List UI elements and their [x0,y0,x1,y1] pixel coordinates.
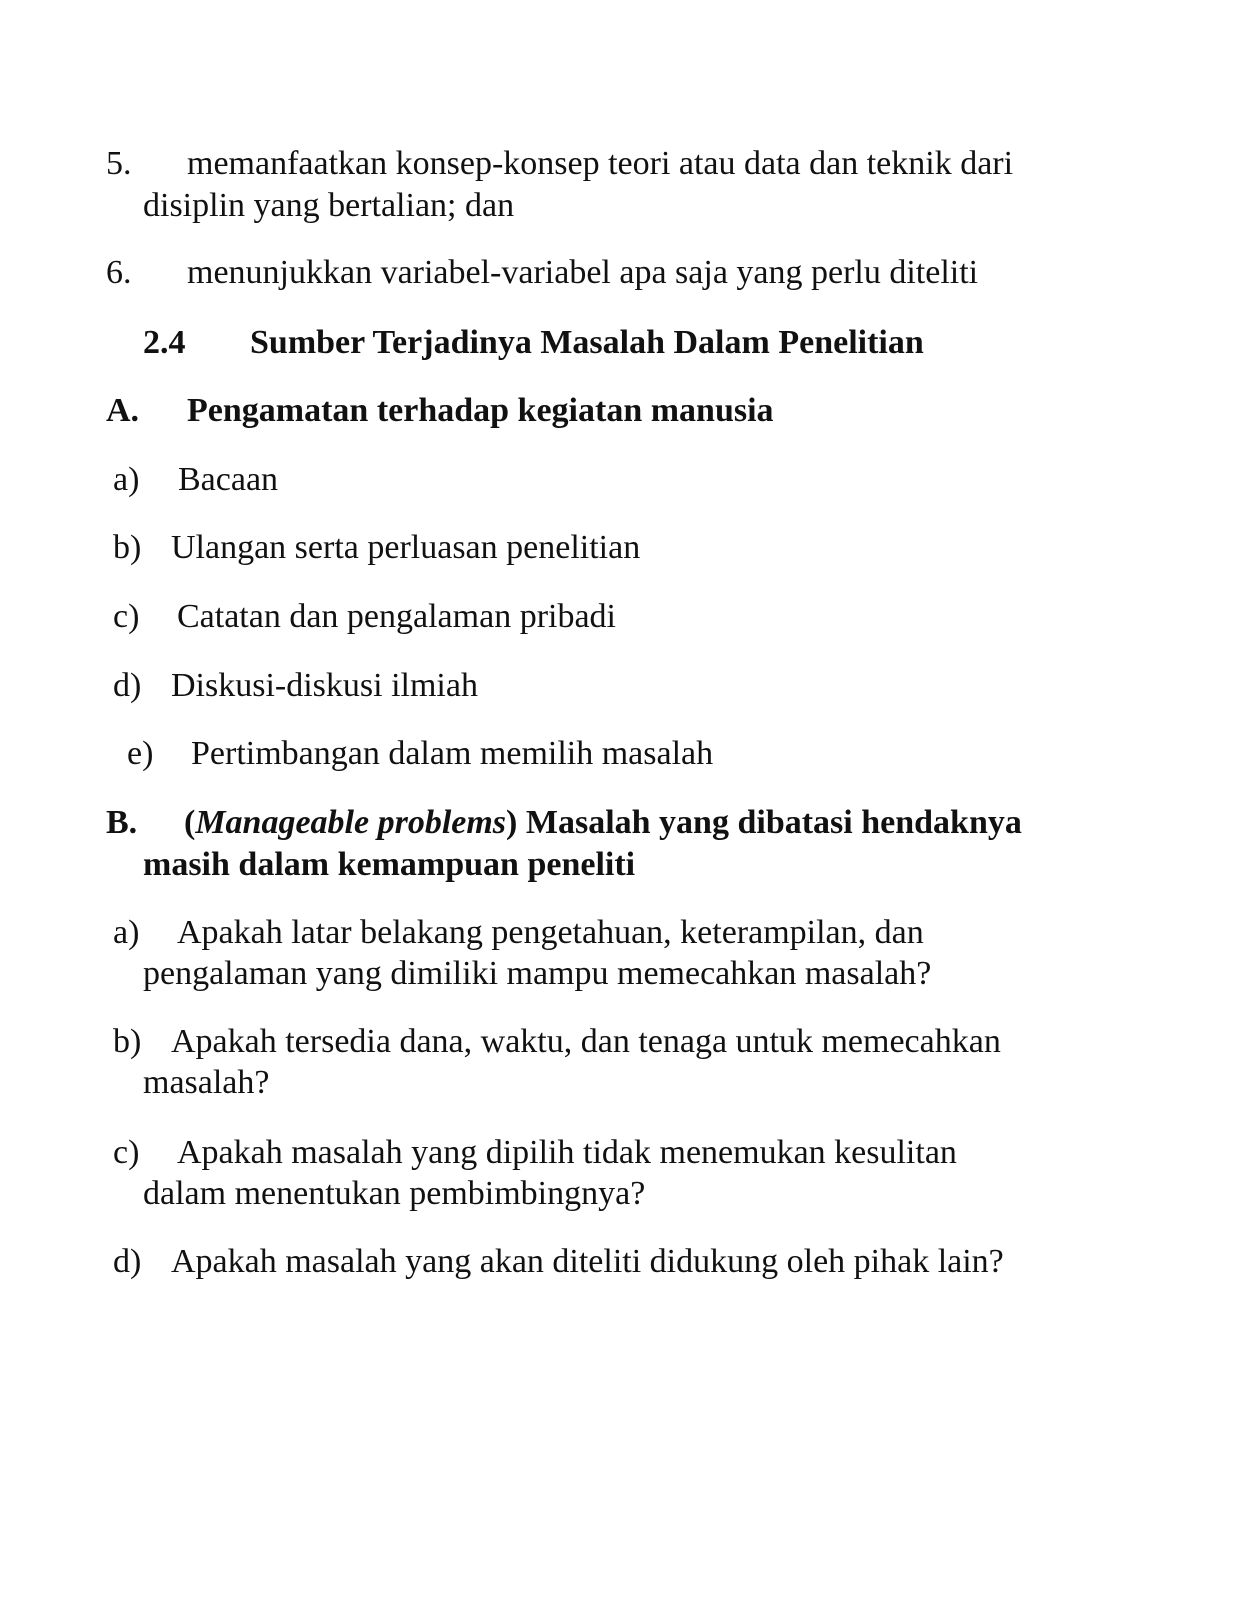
part-b-item-b-marker: b) [113,1023,142,1060]
part-b-title-rest: Masalah yang dibatasi hendaknya [517,804,1022,841]
part-a-item-d-marker: d) [113,667,142,704]
part-b-italic-term: Manageable problems [195,804,507,841]
section-number: 2.4 [143,324,186,361]
part-a-item-b-marker: b) [113,529,142,566]
part-b-item-c-marker: c) [113,1134,140,1171]
part-a-item-a-text: Bacaan [178,461,279,498]
part-b-title-continued: masih dalam kemampuan peneliti [143,846,636,883]
item-5-number: 5. [106,145,132,182]
item-5-text: memanfaatkan konsep-konsep teori atau data dan teknik dari [187,145,1014,182]
item-6-text: menunjukkan variabel-variabel apa saja yang perlu diteliti [187,254,979,291]
section-title: Sumber Terjadinya Masalah Dalam Penelitian [250,324,924,361]
part-a-item-b-text: Ulangan serta perluasan penelitian [171,529,641,566]
part-b-item-c-text-continued: dalam menentukan pembimbingnya? [143,1175,646,1212]
part-a-item-a-marker: a) [113,461,140,498]
item-6-number: 6. [106,254,132,291]
item-5-text-continued: disiplin yang bertalian; dan [143,187,515,224]
part-b-item-c-text: Apakah masalah yang dipilih tidak menemukan kesulitan [177,1134,957,1171]
part-b-item-a-text: Apakah latar belakang pengetahuan, keterampilan, dan [177,914,924,951]
part-a-item-e-marker: e) [127,735,154,772]
part-b-close-paren: ) [506,804,518,841]
part-b-item-d-marker: d) [113,1243,142,1280]
part-a-item-c-marker: c) [113,598,140,635]
part-a-item-c-text: Catatan dan pengalaman pribadi [177,598,616,635]
part-a-title: Pengamatan terhadap kegiatan manusia [187,392,774,429]
part-b-item-a-marker: a) [113,914,140,951]
part-b-letter: B. [106,804,138,841]
part-b-item-d-text: Apakah masalah yang akan diteliti didukung oleh pihak lain? [171,1243,1004,1280]
part-b-item-b-text: Apakah tersedia dana, waktu, dan tenaga untuk memecahkan [171,1023,1001,1060]
part-a-item-d-text: Diskusi-diskusi ilmiah [171,667,478,704]
part-b-open-paren: ( [184,804,196,841]
part-b-item-b-text-continued: masalah? [143,1064,270,1101]
part-b-item-a-text-continued: pengalaman yang dimiliki mampu memecahkan masalah? [143,955,932,992]
part-a-item-e-text: Pertimbangan dalam memilih masalah [191,735,714,772]
part-b-title [184,803,1022,843]
part-a-letter: A. [106,392,140,429]
